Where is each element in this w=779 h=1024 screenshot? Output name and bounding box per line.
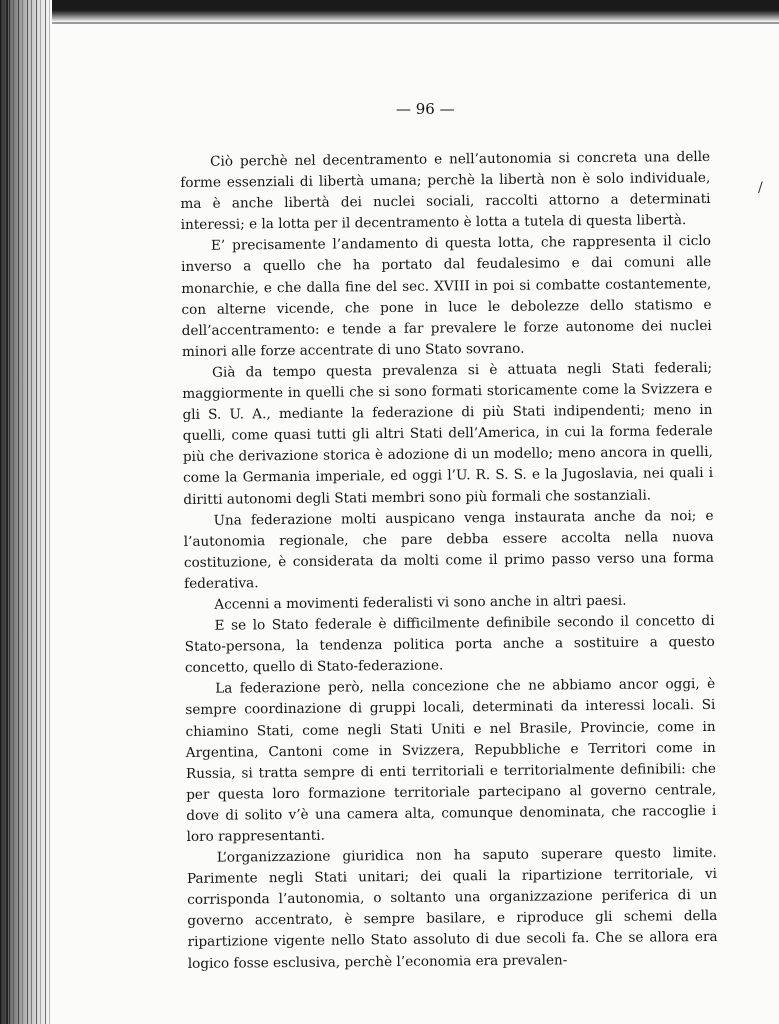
page-top-shadow: [0, 0, 779, 22]
binding-line: [18, 0, 19, 1024]
paragraph: E se lo Stato federale è difficilmente definibile secondo il concetto di Stato-persona, la tendenza politica porta anche a sostituire a questo concetto, quello di Stato-federazione.: [184, 612, 715, 677]
binding-line: [31, 0, 32, 1024]
paragraph: Ciò perchè nel decentramento e nell’autonomia si concreta una delle forme essenziali di libertà umana; perchè la libertà non è solo individuale, ma è anche libertà dei nuclei sociali, raccolti attorno a determinati interessi; e la lotta per il decentramento è lotta a tutela di questa libertà.: [180, 148, 711, 234]
book-binding: [0, 0, 52, 1024]
paragraph: Accenni a movimenti federalisti vi sono anche in altri paesi.: [214, 592, 627, 613]
paragraph: E’ precisamente l’andamento di questa lotta, che rappresenta il ciclo inverso a quello che ha portato dal feudalesimo e dai comuni alle monarchie, e che dalla fine del sec. XVIII in poi si combatte costantemente, con alterne vicende, che pone in luce le debolezze dello statismo e dell’accentramento: e tende a far prevalere le forze autonome dei nuclei minori alle forze accentrate di uno Stato sovrano.: [181, 233, 712, 360]
paragraph: La federazione però, nella concezione che ne abbiamo ancor oggi, è sempre coordinazione di gruppi locali, determinati da interessi locali. Si chiamino Stati, come negli Stati Uniti e nel Brasile, Provincie, come in Argentina, Cantoni come in Svizzera, Repubbliche e Territori come in Russia, si tratta sempre di enti territoriali e territorialmente definibili: che per questa loro formazione territoriale partecipano al governo centrale, dove di solito v’è una camera alta, comunque denominata, che raccoglie i loro rappresentanti.: [185, 676, 717, 845]
body-text: [180, 147, 718, 975]
margin-mark: /: [758, 180, 763, 196]
paragraph: Già da tempo questa prevalenza si è attuata negli Stati federali; maggiormente in quelli che si sono formati storicamente come la Svizzera e gli S. U. A., mediante la federazione di più Stati indipendenti; meno in quelli, come quasi tutti gli altri Stati dell’America, in cui la forma federale più che derivazione storica è adozione di un modello; meno ancora in quelli, come la Germania imperiale, ed oggi l’U. R. S. S. e la Jugoslavia, nei quali i diritti autonomi degli Stati membri sono più formali che sostanziali.: [182, 359, 714, 508]
page-top-rule: [40, 22, 779, 24]
binding-line: [6, 0, 8, 1024]
page-number: — 96 —: [396, 100, 455, 118]
paragraph: Una federazione molti auspicano venga instaurata anche da noi; e l’autonomia regionale, che pare debba essere accolta nella nuova costituzione, è considerata da molti come il primo passo verso una forma federativa.: [183, 507, 714, 592]
paragraph: L’organizzazione giuridica non ha saputo superare questo limite. Parimente negli Stati unitari; dei quali la ripartizione territoriale, vi corrisponda l’autonomia, o soltanto una organizzazione periferica di un governo accentrato, è sempre basilare, e riproduce gli schemi della ripartizione vigente nello Stato assoluto di due secoli fa. Che se allora era logico fosse esclusiva, perchè l’economia era prevalen-: [186, 844, 718, 972]
